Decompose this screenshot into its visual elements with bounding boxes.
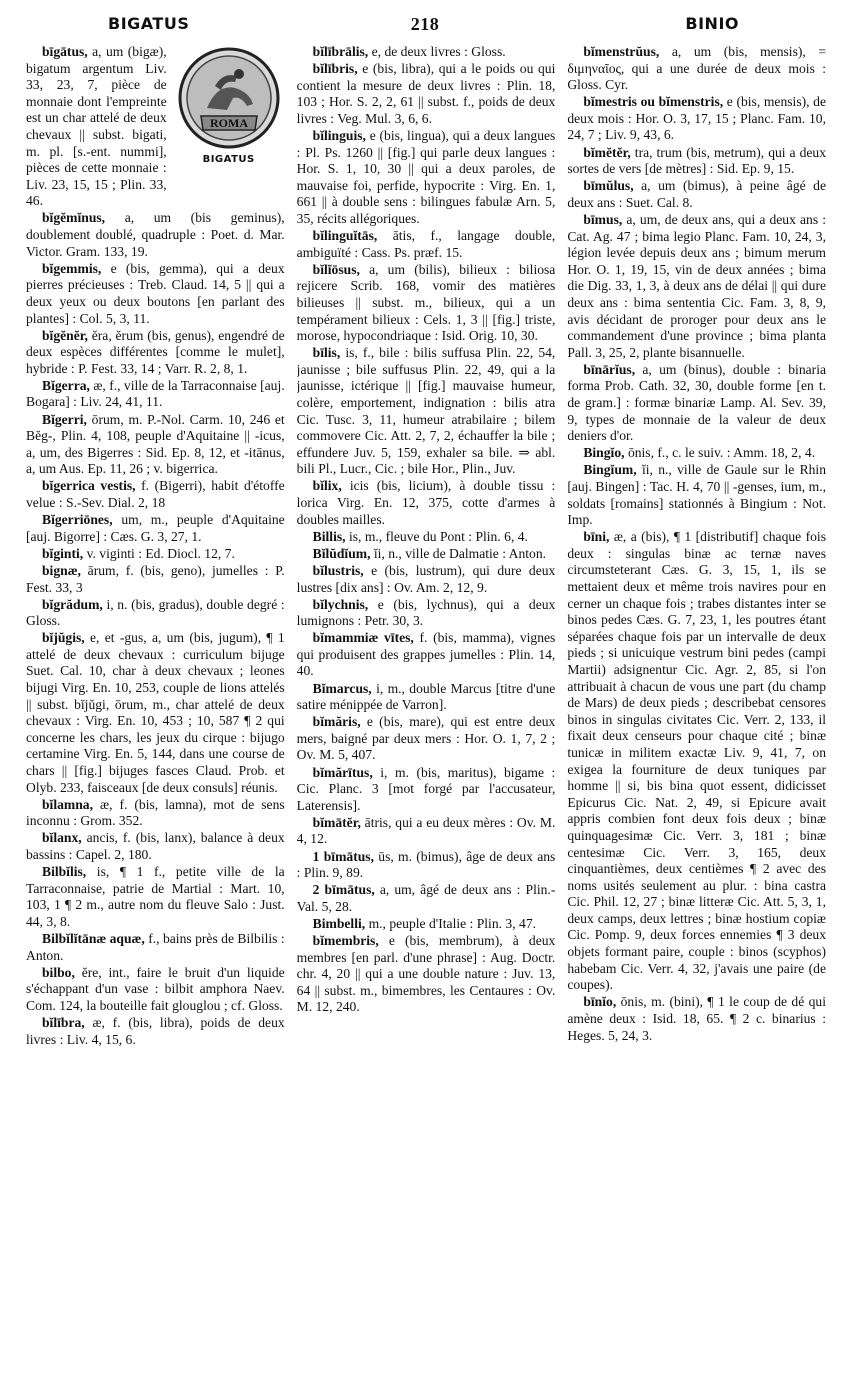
dictionary-entry (567, 529, 826, 994)
headword: bĭmăris, (312, 714, 361, 730)
headword: bīni, (583, 529, 610, 545)
headword: bĭgrădum, (42, 596, 103, 612)
headword: Bĭgerriōnes, (42, 512, 113, 528)
column-right (567, 44, 826, 1362)
entry-definition: ātris, qui a eu deux mères : Ov. M. 4, 12. (296, 814, 556, 847)
entry-definition: ārum, f. (bis, geno), jumelles : P. Fest. 33, 3 (26, 562, 285, 595)
dictionary-entry (26, 478, 285, 511)
columns (26, 44, 826, 1362)
entry-definition: f. (Bigerri), habit d'étoffe velue : S.-Sev. Dial. 2, 18 (26, 478, 285, 511)
entry-definition: ĭi, n., ville de Dalmatie : Anton. (373, 545, 547, 561)
dictionary-entry (297, 262, 556, 345)
dictionary-entry (297, 345, 556, 478)
headword: bĭgemmis, (42, 260, 102, 276)
column-middle (297, 44, 556, 1362)
headword: bīnārĭus, (583, 361, 636, 377)
dictionary-entry (26, 210, 285, 260)
header-right-word: BINIO (685, 14, 739, 33)
coin-figure (173, 46, 285, 176)
headword: bĭlix, (312, 478, 342, 494)
headword: bĭginti, (42, 545, 84, 561)
entry-definition: e (bis, mensis), de deux mois : Hor. O. 3, 17, 15 ; Planc. Fam. 10, 24, 7 ; Liv. 9, 43, 6. (567, 94, 827, 143)
dictionary-entry (297, 714, 556, 764)
entry-definition: ōrum, m. P.-Nol. Carm. 10, 246 et Bĕg-, Plin. 4, 108, peuple d'Aquitaine || -icus, a, um, des Bigerres : Sid. Ep. 8, 12, et -itānus, a, um Aus. Ep. 11, 26 ; v. bigerrica. (26, 411, 285, 477)
coin-caption: BIGATUS (202, 154, 255, 165)
entry-definition: m., peuple d'Italie : Plin. 3, 47. (368, 915, 537, 931)
header-left-word: BIGATUS (108, 14, 190, 33)
headword: bĭlamna, (42, 796, 93, 812)
headword: bĭmammiæ vītes, (312, 630, 414, 646)
dictionary-entry (297, 563, 556, 596)
dictionary-entry (26, 546, 285, 563)
headword: bĭlychnis, (312, 596, 369, 612)
column-left (26, 44, 285, 1362)
dictionary-entry (567, 145, 826, 178)
dictionary-entry (26, 1015, 285, 1048)
headword: bīlis, (312, 345, 341, 361)
entry-definition: e (bis, membrum), à deux membres [en parl. d'une phrase] : Aug. Doctr. chr. 4, 20 || qui a une double nature : Juv. 13, 64 || subst. m., bimembres, les Centaures : Ov. M. 12, 240. (296, 932, 556, 1015)
entry-definition: ōnis, f., c. le suiv. : Amm. 18, 2, 4. (627, 445, 816, 461)
entry-definition: ĭi, n., ville de Gaule sur le Rhin [auj. Bingen] : Tac. H. 4, 70 || -genses, ium, m., soldats [romains] stationnés à Bingium : Not. Imp. (567, 462, 827, 528)
headword: bīgātus, (42, 44, 88, 59)
headword: Bimbelli, (312, 915, 366, 931)
entry-definition: æ, f., ville de la Tarraconnaise [auj. Bogara] : Liv. 24, 41, 11. (26, 377, 285, 410)
entry-definition: is, ¶ 1 f., petite ville de la Tarraconnaise, patrie de Martial : Mart. 10, 103, 1 ¶ 2 m., autre nom du fleuve Salo : Just. 44, 3, 8. (26, 864, 285, 929)
dictionary-entry (297, 849, 556, 882)
entry-definition: a, um (bimus), à peine âgé de deux ans : Suet. Cal. 8. (567, 178, 827, 210)
headword: bīmus, (583, 211, 623, 227)
dictionary-entry (26, 965, 285, 1015)
dictionary-entry (297, 478, 556, 528)
headword: bĭmātĕr, (312, 814, 361, 830)
headword: bĭlanx, (42, 830, 82, 846)
entry-definition: tra, trum (bis, metrum), qui a deux sortes de vers [de mètres] : Sid. Ep. 9, 15. (567, 144, 827, 177)
dictionary-entry (567, 44, 826, 94)
headword: bĭlinguis, (312, 127, 366, 143)
entry-definition: f. (bis, mamma), vignes qui produisent des grappes jumelles : Plin. 14, 40. (296, 630, 556, 679)
headword: bĭlustris, (312, 562, 364, 578)
dictionary-entry (297, 681, 556, 714)
headword: 2 bīmātus, (312, 882, 375, 898)
coin-image (177, 46, 281, 150)
headword: Bĭmarcus, (312, 680, 372, 696)
headword: Bĭgerri, (42, 411, 87, 427)
entry-definition: ūs, m. (bimus), âge de deux ans : Plin. 9, 89. (296, 848, 556, 881)
entry-definition: um, m., peuple d'Aquitaine [auj. Bigorre] : Cæs. G. 3, 27, 1. (26, 512, 285, 544)
dictionary-entry (297, 597, 556, 630)
entry-definition: a, um (binus), double : binaria forma Prob. Cath. 32, 30, double forme [en t. de gram.] : formæ binariæ Lamp. Al. Sev. 39, 9, types de monnaie de la valeur de deux deniers d'or. (567, 361, 827, 444)
entry-definition: e (bis, libra), qui a le poids ou qui contient la mesure de deux livres : Plin. 18, 103 ; Hor. S. 2, 2, 61 || subst. f., poids de deux livres : Veg. Mul. 3, 6, 6. (296, 61, 556, 126)
headword: bĭgĕnĕr, (42, 327, 88, 343)
dictionary-entry (297, 529, 556, 546)
dictionary-entry (297, 916, 556, 933)
dictionary-entry (26, 412, 285, 478)
headword: bĭmărītus, (312, 764, 373, 780)
entry-definition: a, um (bigæ), bigatum argentum Liv. 33, 23, 7, pièce de monnaie dont l'empreinte est un char attelé de deux chevaux || subst. bigati, m. pl. [s.-ent. nummi], pièces de cette monnaie : Liv. 23, 15, 15 ; Plin. 33, 46. (26, 44, 167, 209)
headword: Bĭlŭdĭum, (312, 545, 371, 561)
entry-definition: a, um (bis geminus), doublement doublé, quadruple : Poet. d. Mar. Victor. Gram. 133, 19. (26, 210, 285, 259)
dictionary-entry (26, 864, 285, 930)
entry-definition: ōnis, m. (bini), ¶ 1 le coup de dé qui amène deux : Isid. 18, 65. ¶ 2 c. binarius : Heges. 5, 24, 3. (567, 994, 827, 1043)
dictionary-entry (297, 882, 556, 915)
dictionary-entry (297, 128, 556, 228)
entry-definition: e (bis, gemma), qui a deux pierres précieuses : Treb. Claud. 14, 5 || qui a deux yeux ou deux boutons [en parlant des plantes] : Col. 5, 3, 11. (26, 260, 285, 326)
headword: Billis, (312, 528, 346, 544)
dictionary-entry (26, 797, 285, 830)
headword: bĭmembris, (312, 932, 379, 948)
dictionary-entry (297, 630, 556, 680)
entry-definition: is, m., fleuve du Pont : Plin. 6, 4. (348, 528, 528, 544)
headword: Bingĭo, (583, 445, 625, 461)
entry-definition: ātis, f., langage double, ambiguïté : Cass. Ps. præf. 15. (296, 228, 556, 260)
headword: Bĭgerra, (42, 377, 90, 393)
dictionary-entry (567, 212, 826, 361)
headword: bĭmenstrŭus, (583, 44, 660, 59)
headword: bĭgerrica vestis, (42, 478, 136, 494)
headword: 1 bīmātus, (312, 848, 374, 864)
entry-definition: æ, f. (bis, libra), poids de deux livres : Liv. 4, 15, 6. (26, 1014, 285, 1047)
headword: bignæ, (42, 562, 81, 578)
entry-definition: ĕra, ĕrum (bis, genus), engendré de deux espèces différentes [comme le mulet], hybride : P. Fest. 33, 14 ; Varr. R. 2, 8, 1. (26, 327, 285, 376)
entry-definition: a, um, de deux ans, qui a deux ans : Cat. Ag. 47 ; bima legio Planc. Fam. 10, 24, 3, légion levée depuis deux ans ; bimum merum Hor. O. 1, 19, 15, vin de deux années ; bima die Dig. 33, 1, 3, à deux ans de délai || qui dure deux ans : bima sententia Cic. Fam. 3, 8, 9, avis décidant de proroger pour deux ans le commandement d'une province ; bima planta Pall. 3, 25, 2, plante bisannuelle. (567, 211, 827, 360)
dictionary-entry (567, 445, 826, 462)
entry-definition: ancis, f. (bis, lanx), balance à deux bassins : Capel. 2, 180. (26, 830, 285, 862)
entry-definition: icis (bis, licium), à double tissu : lorica Virg. En. 12, 375, cotte d'armes à doubles mailles. (296, 478, 556, 527)
dictionary-entry (297, 61, 556, 127)
dictionary-entry (26, 830, 285, 863)
dictionary-entry (567, 462, 826, 528)
entry-definition: e, et -gus, a, um (bis, jugum), ¶ 1 attelé de deux chevaux : curriculum bijuge Suet. Cal. 10, char à deux chevaux ; leones bijugi Virg. En. 10, 253, couple de lions attelés || subst. bĭjŭgi, ōrum, m., char attelé de deux chevaux : Virg. En. 10, 453 ; 10, 587 ¶ 2 qui concerne les chars, les jeux du cirque : bijugo certamine Virg. En. 5, 144, dans une course de chars || [fig.] bijuges fasces Claud. Prob. et Olyb. 233, faisceaux [de deux consuls] réunis. (26, 630, 285, 795)
entry-definition: i, m. (bis, maritus), bigame : Cic. Planc. 3 [mot forgé par l'accusateur, Laterensis]. (296, 764, 556, 813)
headword: bĭlībris, (312, 61, 358, 77)
headword: bĭjŭgis, (42, 630, 85, 646)
dictionary-entry (567, 94, 826, 144)
dictionary-entry (26, 378, 285, 411)
entry-definition: e (bis, mare), qui est entre deux mers, baigné par deux mers : Hor. O. 1, 7, 2 ; Ov. M. 5, 407. (296, 714, 556, 763)
entry-definition: i, n. (bis, gradus), double degré : Gloss. (26, 596, 285, 629)
dictionary-entry (567, 178, 826, 211)
entry-definition: e (bis, lingua), qui a deux langues : Pl. Ps. 1260 || [fig.] qui parle deux langues : Hor. S. 1, 10, 30 || qui a deux paroles, de mauvaise foi, perfide, hypocrite : Virg. En. 1, 661 || à double sens : bilingues fabulæ Arn. 5, 35, récits allégoriques. (296, 127, 556, 226)
dictionary-entry (567, 994, 826, 1044)
entry-definition: e, de deux livres : Gloss. (371, 44, 506, 59)
headword: bilbo, (42, 964, 75, 980)
dictionary-entry (297, 933, 556, 1016)
dictionary-entry (297, 546, 556, 563)
entry-definition: ĕre, int., faire le bruit d'un liquide s'échappant d'un vase : bilbit amphora Naev. Com. 124, la bouteille fait glouglou ; cf. Gloss. (26, 964, 285, 1013)
dictionary-entry (26, 931, 285, 964)
entry-definition: e (bis, lustrum), qui dure deux lustres [dix ans] : Ov. Am. 2, 12, 9. (296, 562, 556, 595)
dictionary-entry (297, 815, 556, 848)
headword: Bilbĭlis, (42, 864, 87, 880)
running-header (26, 14, 824, 38)
headword: Bilbĭlĭtānæ aquæ, (42, 930, 145, 946)
dictionary-entry (26, 597, 285, 630)
headword: bĭlinguĭtās, (312, 228, 378, 244)
dictionary-entry (26, 328, 285, 378)
entry-definition: e (bis, lychnus), qui a deux lumignons : Petr. 30, 3. (296, 596, 556, 629)
dictionary-entry (26, 261, 285, 327)
entry-definition: i, m., double Marcus [titre d'une satire ménippée de Varron]. (296, 680, 556, 713)
headword: bĭlībrālis, (312, 44, 369, 59)
entry-definition: is, f., bile : bilis suffusa Plin. 22, 54, jaunisse ; bile suffusus Plin. 22, 49, qui a la jaunisse, ictérique || [fig.] mauvaise humeur, colère, emportement, indignation : bilis atra Cic. Tusc. 3, 11, humeur atrabilaire ; bilem commovere Cic. Att. 2, 7, 2, échauffer la bile ; effundere Juv. 5, 159, exhaler sa bile. ⇒ abl. bili Pl., Lucr., Cic. ; bile Hor., Plin., Juv. (296, 345, 556, 477)
entry-definition: æ, f. (bis, lamna), mot de sens inconnu : Grom. 352. (26, 796, 285, 829)
entry-definition: v. viginti : Ed. Diocl. 12, 7. (86, 545, 235, 561)
entry-definition: f., bains près de Bilbilis : Anton. (26, 930, 285, 963)
dictionary-entry (26, 563, 285, 596)
coin-legend: ROMA (209, 116, 248, 130)
page-number: 218 (410, 14, 440, 34)
entry-definition: a, um, âgé de deux ans : Plin.-Val. 5, 28. (296, 882, 556, 914)
entry-definition: æ, a (bis), ¶ 1 [distributif] chaque fois deux : singulas binæ ac ternæ naves circumsteterant Cæs. G. 3, 15, 1, ils se mettaient deux et même trois navires pour en cerner un chaque fois ; trabes distantes inter se binos pedes Cæs. G. 7, 23, 1, les poutres étant séparées chaque fois par un intervalle de deux pieds ; si unicuique vestrum bini pedes (campi Martii) adsignentur Cic. Agr. 2, 85, si l'on attribuait à chacun de vous une part (du champ de Mars) de deux pieds ; describebat censores binos in singulas civitates Cic. Verr. 2, 133, il fixait deux censeurs pour chaque cité ; binæ tunicæ in militem exactæ Liv. 9, 41, 7, on exigea la fourniture de deux tuniques par homme || si, bis bina quot essent, didicisset Epicurus Cic. Nat. 2, 49, si Epicure avait appris combien font deux fois deux ; binæ quinquagesimæ Cic. Verr. 3, 181 ; binæ centesimæ Cic. Verr. 3, 165, deux cinquantièmes, deux centièmes ¶ 2 avec des noms usités seulement au plur. : bina castra Cic. Phil. 12, 27 ; binæ litteræ Cic. Att. 5, 3, 1, deux camps, deux lettres ; binæ hostium copiæ Cic. Pomp. 9, deux forces ennemies ¶ 3 deux objets formant paire, couple : binos (scyphos) habebam Cic. Verr. 4, 32, j'avais une paire (de coupes). (567, 529, 827, 993)
dictionary-entry (297, 44, 556, 61)
dictionary-entry (26, 512, 285, 545)
headword: bĭgĕmĭnus, (42, 210, 106, 226)
entry-definition: a, um (bis, mensis), = διμηναῖος, qui a une durée de deux mois : Gloss. Cyr. (567, 44, 827, 93)
dictionary-entry (297, 765, 556, 815)
entry-definition: a, um (bilis), bilieux : biliosa rejicere Scrib. 168, vomir des matières bilieuses || subst. m., bilieux, qui a un tempérament bilieux : Cels. 1, 3 || [fig.] triste, morose, hypocondriaque : Isid. Orig. 10, 30. (296, 261, 556, 344)
headword: bīmŭlus, (583, 178, 634, 194)
headword: bĭlĭōsus, (312, 261, 360, 277)
headword: bīnĭo, (583, 994, 617, 1010)
dictionary-entry (26, 630, 285, 796)
headword: bĭlībra, (42, 1014, 85, 1030)
headword: bĭmestris ou bĭmenstris, (583, 94, 724, 110)
headword: Bingĭum, (583, 462, 637, 478)
dictionary-entry (567, 362, 826, 445)
dictionary-entry (297, 228, 556, 261)
headword: bĭmĕtĕr, (583, 144, 631, 160)
